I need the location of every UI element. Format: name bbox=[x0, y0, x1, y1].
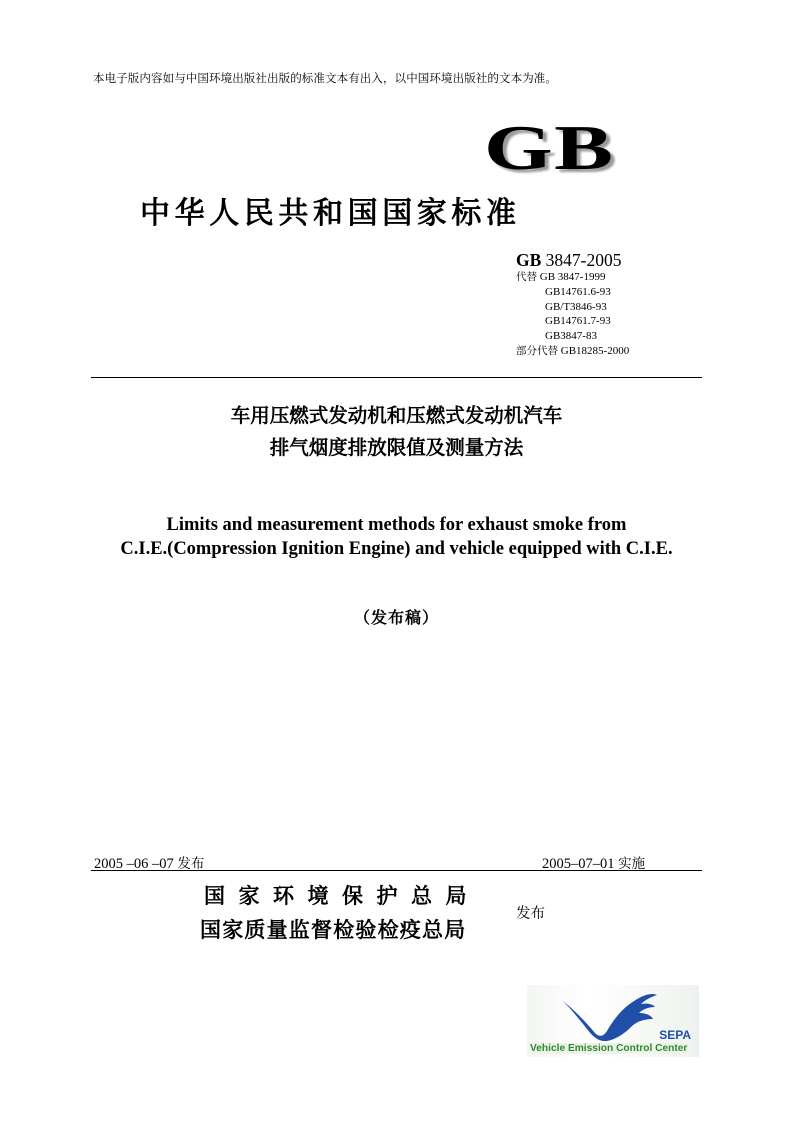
standard-code: 3847-2005 bbox=[545, 250, 622, 270]
draft-label: （发布稿） bbox=[353, 608, 439, 627]
replaces-line bbox=[516, 270, 629, 285]
gb-logo: GB bbox=[484, 112, 615, 183]
standard-number-block bbox=[516, 250, 629, 359]
replaced-standard: GB14761.7-93 bbox=[545, 315, 611, 328]
partially-replaces-label: 部分代替 bbox=[516, 344, 558, 357]
replaced-standard: GB 3847-1999 bbox=[539, 271, 606, 283]
sepa-logo bbox=[527, 985, 699, 1057]
partially-replaced-standard: GB18285-2000 bbox=[560, 344, 630, 357]
logo-caption: Vehicle Emission Control Center bbox=[530, 1043, 688, 1054]
national-standard-title: 中华人民共和国国家标准 bbox=[140, 196, 521, 231]
en-title-line-2: C.I.E.(Compression Ignition Engine) and vehicle equipped with C.I.E. bbox=[120, 539, 673, 559]
disclaimer-text: 本电子版内容如与中国环境出版社出版的标准文本有出入，以中国环境出版社的文本为准。 bbox=[93, 71, 557, 85]
cn-title-line-1: 车用压燃式发动机和压燃式发动机汽车 bbox=[230, 404, 563, 427]
replaces-label: 代替 bbox=[516, 271, 537, 283]
issue-date-label: 发布 bbox=[177, 856, 205, 872]
implementation-date-value: 2005–07–01 bbox=[542, 856, 615, 872]
implementation-date-label: 实施 bbox=[618, 856, 646, 872]
authority-sepa: 国家环境保护总局 bbox=[204, 884, 480, 908]
replaced-standard: GB3847-83 bbox=[545, 330, 597, 343]
replaced-standard: GB/T3846-93 bbox=[545, 300, 607, 313]
standard-prefix: GB bbox=[516, 250, 542, 270]
partially-replaces-line bbox=[516, 344, 629, 359]
top-divider bbox=[91, 377, 702, 378]
issue-date-value: 2005 –06 –07 bbox=[94, 856, 174, 872]
en-title-line-1: Limits and measurement methods for exhaust smoke from bbox=[166, 515, 627, 535]
replaced-standard: GB14761.6-93 bbox=[545, 285, 611, 298]
standard-number bbox=[516, 250, 629, 270]
authority-aqsiq: 国家质量监督检验检疫总局 bbox=[200, 918, 467, 942]
sepa-swoosh-icon bbox=[555, 987, 665, 1043]
logo-org-abbr: SEPA bbox=[659, 1028, 691, 1042]
issued-label: 发布 bbox=[516, 906, 545, 922]
cn-title-line-2: 排气烟度排放限值及测量方法 bbox=[269, 436, 524, 459]
bottom-divider bbox=[91, 870, 702, 871]
